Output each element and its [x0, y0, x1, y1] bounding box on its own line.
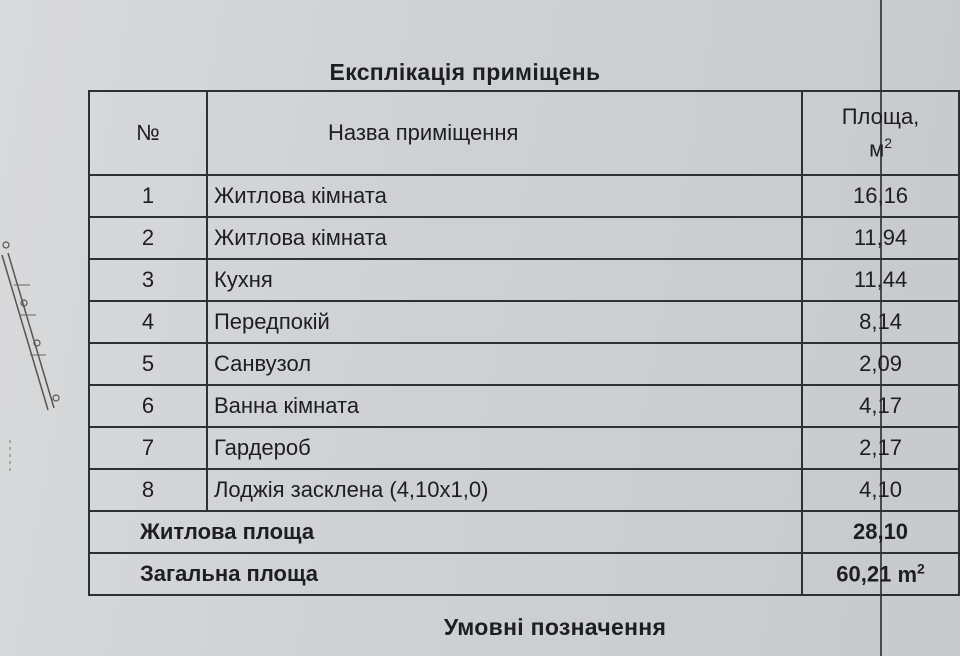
room-number: 3: [89, 259, 207, 301]
header-area-unit: м: [869, 136, 885, 162]
floorplan-fragment: [0, 215, 70, 485]
room-area: 4,10: [802, 469, 959, 511]
header-number: №: [89, 91, 207, 175]
total-area-unit: [897, 562, 924, 587]
living-area-label: Житлова площа: [89, 511, 802, 553]
table-row: [89, 469, 959, 511]
room-number: 8: [89, 469, 207, 511]
room-name: Кухня: [207, 259, 802, 301]
room-name: Передпокій: [207, 301, 802, 343]
header-room-name: Назва приміщення: [207, 91, 802, 175]
room-area: 4,17: [802, 385, 959, 427]
room-name: Санвузол: [207, 343, 802, 385]
table-row: [89, 427, 959, 469]
table-row: [89, 259, 959, 301]
room-area: 11,94: [802, 217, 959, 259]
header-area-unit-exponent: 2: [884, 134, 892, 151]
total-area-label: Загальна площа: [89, 553, 802, 595]
total-area-unit-exponent: 2: [917, 560, 925, 577]
room-area: 11,44: [802, 259, 959, 301]
header-area: [802, 91, 959, 175]
room-number: 7: [89, 427, 207, 469]
table-row: [89, 175, 959, 217]
room-name: Житлова кімната: [207, 175, 802, 217]
room-number: 2: [89, 217, 207, 259]
document-title: Експлікація приміщень: [329, 59, 601, 85]
living-area-row: [89, 511, 959, 553]
room-area: 8,14: [802, 301, 959, 343]
room-number: 1: [89, 175, 207, 217]
room-name: Гардероб: [207, 427, 802, 469]
table-header-row: [89, 91, 959, 175]
room-number: 5: [89, 343, 207, 385]
total-area-row: [89, 553, 959, 595]
total-area-cell: [802, 553, 959, 595]
table-row: [89, 301, 959, 343]
legend-title: Умовні позначення: [443, 614, 667, 640]
living-area-value: 28,10: [802, 511, 959, 553]
room-name: Лоджія засклена (4,10х1,0): [207, 469, 802, 511]
table-row: [89, 343, 959, 385]
total-area-value: 60,21: [836, 561, 892, 587]
room-name: Ванна кімната: [207, 385, 802, 427]
header-area-label: Площа,: [841, 103, 920, 129]
total-area-unit-letter: m: [897, 561, 917, 587]
room-area: 2,17: [802, 427, 959, 469]
table-row: [89, 385, 959, 427]
room-area: 16,16: [802, 175, 959, 217]
room-area: 2,09: [802, 343, 959, 385]
room-number: 4: [89, 301, 207, 343]
table-row: [89, 217, 959, 259]
room-number: 6: [89, 385, 207, 427]
room-explication-table: [88, 90, 960, 596]
room-name: Житлова кімната: [207, 217, 802, 259]
